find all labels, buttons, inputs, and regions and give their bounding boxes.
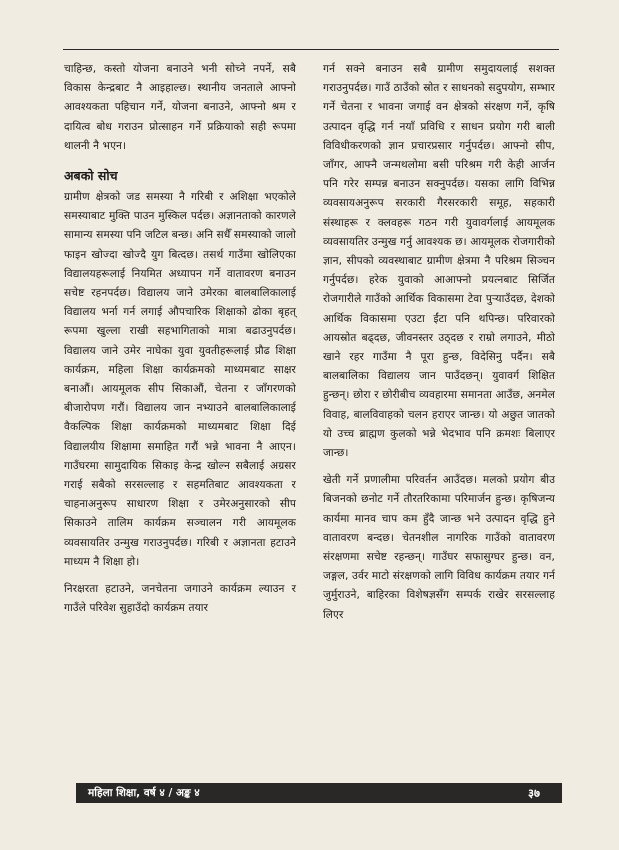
paragraph: निरक्षरता हटाउने, जनचेतना जगाउने कार्यक्रम ल्याउन र गाउँले परिवेश सुहाउँदो कार्यक्रम तयार <box>64 583 296 615</box>
top-rule <box>63 49 559 50</box>
paragraph: खेती गर्ने प्रणालीमा परिवर्तन आउँदछ। मलको प्रयोग बीउ बिजनको छनोट गर्ने तौरतरिकामा परिमार्जन हुन्छ। कृषिजन्य कार्यमा मानव चाप कम हुँदै जान्छ भने उत्पादन वृद्धि हुने वातावरण बन्दछ। चेतनशील नागरिक गाउँको वातावरण संरक्षणमा सचेष्ट रहन्छन्। गाउँघर सफासुग्घर हुन्छ। वन, जङ्गल, उर्वर माटो संरक्षणको लागि विविध कार्यक्रम तयार गर्न जुर्मुराउने, बाहिरका विशेषज्ञसँग सम्पर्क राखेर सरसल्लाह लिएर <box>323 474 555 621</box>
left-column <box>64 60 296 626</box>
paragraph: ग्रामीण क्षेत्रको जड समस्या नै गरिबी र अशिक्षा भएकोले समस्याबाट मुक्ति पाउन मुस्किल पर्दछ। अज्ञानताको कारणले सामान्य समस्या पनि जटिल बन्छ। अनि सधैँ समस्याको जालो फाइन खोज्दा खोज्दै युग बित्दछ। तसर्थ गाउँमा खोलिएका विद्यालयहरूलाई नियमित अध्यापन गर्ने वातावरण बनाउन सचेष्ट रहनपर्दछ। विद्यालय जाने उमेरका बालबालिकालाई विद्यालय भर्ना गर्न लगाई औपचारिक शिक्षाको ढोका बृहत् रूपमा खुल्ला राखी सहभागिताको मात्रा बढाउनुपर्दछ। विद्यालय जाने उमेर नाघेका युवा युवतीहरूलाई प्रौढ शिक्षा कार्यक्रम, महिला शिक्षा कार्यक्रमको माध्यमबाट साक्षर बनाऔं। आयमूलक सीप सिकाऔं, चेतना र जाँगरणको बीजारोपण गरौं। विद्यालय जान नभ्याउने बालबालिकालाई वैकल्पिक शिक्षा कार्यक्रमको माध्यमबाट शिक्षा दिई विद्यालयीय शिक्षामा समाहित गरौं भन्ने भावना नै आएन। गाउँघरमा सामुदायिक सिकाइ केन्द्र खोल्न सबैलाई अग्रसर गराई सबैको सरसल्लाह र सहमतिबाट आवश्यकता र चाहनाअनुरूप साधारण शिक्षा र उमेरअनुसारको सीप सिकाउने तालिम कार्यक्रम सञ्चालन गरी आयमूलक व्यवसायतिर उन्मुख गराउनुपर्दछ। गरिबी र अज्ञानता हटाउने माध्यम नै शिक्षा हो। <box>64 191 296 568</box>
journal-footer-label: महिला शिक्षा, वर्ष ४ / अङ्क ४ <box>88 787 200 799</box>
page-number: ३७ <box>528 786 540 800</box>
section-heading: अबको सोच <box>64 168 118 184</box>
paragraph: चाहिन्छ, कस्तो योजना बनाउने भनी सोच्ने नपर्ने, सबै विकास केन्द्रबाट नै आइहाल्छ। स्थानीय जनताले आफ्नो आवश्यकता पहिचान गर्ने, योजना बनाउने, आफ्नो श्रम र दायित्व बोध गराउन प्रोत्साहन गर्ने प्रक्रियाको सही रूपमा थालनी नै भएन। <box>64 63 296 152</box>
paragraph: गर्न सक्ने बनाउन सबै ग्रामीण समुदायलाई सशक्त गराउनुपर्दछ। गाउँ ठाउँको स्रोत र साधनको सदुपयोग, सम्भार गर्ने चेतना र भावना जगाई वन क्षेत्रको संरक्षण गर्ने, कृषि उत्पादन वृद्धि गर्न नयाँ प्रविधि र साधन प्रयोग गरी बाली विविधीकरणको ज्ञान प्रचारप्रसार गर्नुपर्दछ। आफ्नो सीप, जाँगर, आफ्नै जन्मथलोमा बसी परिश्रम गरी केही आर्जन पनि गरेर सम्पन्न बनाउन सक्नुपर्दछ। यसका लागि विभिन्न व्यवसायअनुरूप सरकारी गैरसरकारी समूह, सहकारी संस्थाहरू र क्लवहरू गठन गरी युवावर्गलाई आयमूलक व्यवसायतिर उन्मुख गर्नु आवश्यक छ। आयमूलक रोजगारीको ज्ञान, सीपको व्यवस्थाबाट ग्रामीण क्षेत्रमा नै परिश्रम सिञ्चन गर्नुपर्दछ। हरेक युवाको आआफ्नो प्रयत्नबाट सिर्जित रोजगारीले गाउँको आर्थिक विकासमा टेवा पुर्‍याउँदछ, देशको आर्थिक विकासमा एउटा ईंटा पनि थपिन्छ। परिवारको आयस्रोत बढ्दछ, जीवनस्तर उठ्दछ र राम्रो लगाउने, मीठो खाने रहर गाउँमा नै पूरा हुन्छ, विदेसिनु पर्दैन। सबै बालबालिका विद्यालय जान पाउँदछन्। युवावर्ग शिक्षित हुन्छन्। छोरा र छोरीबीच व्यवहारमा समानता आउँछ, अनमेल विवाह, बालविवाहको चलन हराएर जान्छ। यो अछुत जातको यो उच्च ब्राह्मण कुलको भन्ने भेदभाव पनि क्रमशः बिलाएर जान्छ। <box>323 63 555 460</box>
right-column <box>323 60 555 633</box>
